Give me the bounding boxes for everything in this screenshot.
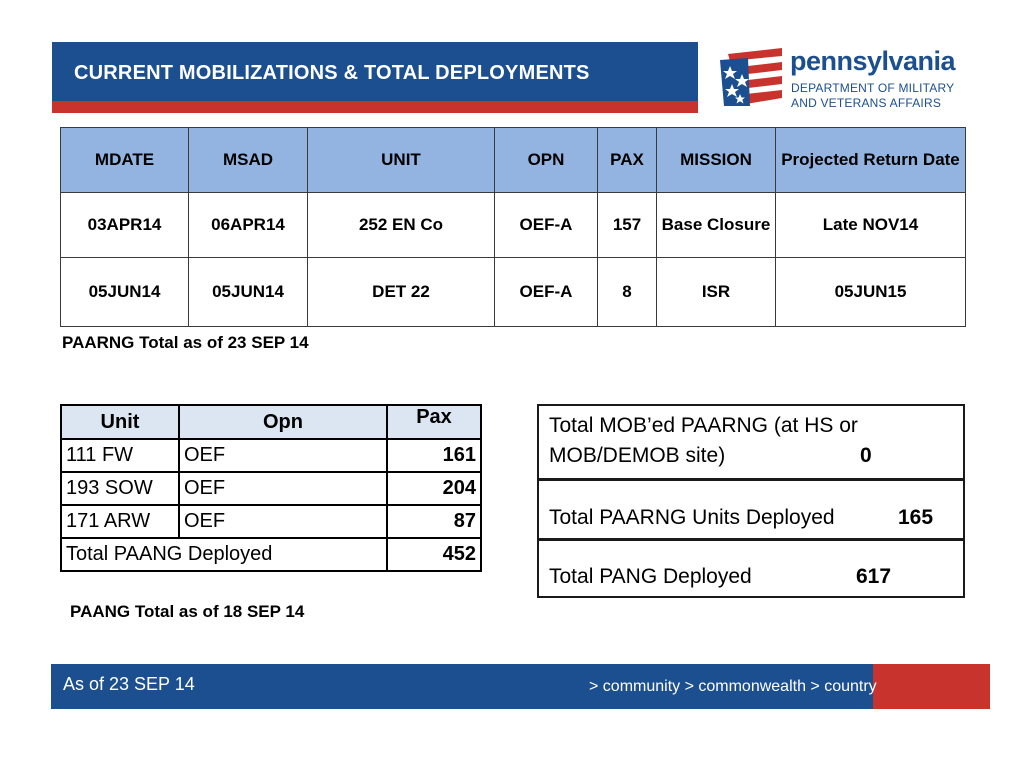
- col-pax: Pax: [387, 405, 481, 439]
- paang-table: [60, 404, 482, 572]
- cell-opn: OEF: [179, 505, 387, 538]
- cell-msad: 05JUN14: [189, 258, 308, 327]
- total-value: 452: [387, 538, 481, 571]
- table-row: [61, 258, 966, 327]
- paarng-total-note: PAARNG Total as of 23 SEP 14: [62, 333, 309, 352]
- cell-return-date: 05JUN15: [776, 258, 966, 327]
- total-label: Total PAANG Deployed: [61, 538, 387, 571]
- table-row: [61, 439, 481, 472]
- cell-pax: 204: [387, 472, 481, 505]
- col-msad: MSAD: [189, 128, 308, 193]
- footer-tagline: > community > commonwealth > country: [589, 678, 877, 695]
- col-pax: PAX: [598, 128, 657, 193]
- mobed-label-line1: Total MOB’ed PAARNG (at HS or: [549, 414, 858, 437]
- logo-brand: pennsylvania: [790, 46, 956, 76]
- summary-mobed: [539, 406, 963, 481]
- col-projected-return: Projected Return Date: [776, 128, 966, 193]
- pang-label: Total PANG Deployed: [549, 565, 752, 588]
- cell-unit: 252 EN Co: [308, 193, 495, 258]
- cell-unit: 111 FW: [61, 439, 179, 472]
- col-mdate: MDATE: [61, 128, 189, 193]
- cell-pax: 161: [387, 439, 481, 472]
- cell-pax: 8: [598, 258, 657, 327]
- title-accent-bar: [52, 101, 698, 113]
- mobilizations-table: [60, 127, 966, 327]
- cell-opn: OEF-A: [495, 258, 598, 327]
- col-mission: MISSION: [657, 128, 776, 193]
- cell-mdate: 03APR14: [61, 193, 189, 258]
- cell-opn: OEF: [179, 439, 387, 472]
- footer-bar: [51, 664, 990, 709]
- logo-line-1: DEPARTMENT OF MILITARY: [791, 81, 955, 95]
- cell-opn: OEF-A: [495, 193, 598, 258]
- cell-return-date: Late NOV14: [776, 193, 966, 258]
- mobed-value: 0: [860, 444, 872, 467]
- mobed-label-line2: MOB/DEMOB site): [549, 444, 726, 467]
- title-banner: [52, 42, 698, 98]
- cell-mission: Base Closure: [657, 193, 776, 258]
- table-row: [61, 505, 481, 538]
- summary-pang-deployed: [539, 541, 963, 598]
- cell-unit: 193 SOW: [61, 472, 179, 505]
- cell-mdate: 05JUN14: [61, 258, 189, 327]
- deployment-summary: [537, 404, 965, 598]
- paang-total-note: PAANG Total as of 18 SEP 14: [70, 602, 305, 621]
- col-opn: Opn: [179, 405, 387, 439]
- col-unit: Unit: [61, 405, 179, 439]
- pang-value: 617: [856, 565, 892, 588]
- col-opn: OPN: [495, 128, 598, 193]
- cell-pax: 157: [598, 193, 657, 258]
- cell-unit: 171 ARW: [61, 505, 179, 538]
- table-header-row: [61, 128, 966, 193]
- total-row: [61, 538, 481, 571]
- cell-unit: DET 22: [308, 258, 495, 327]
- table-row: [61, 193, 966, 258]
- col-unit: UNIT: [308, 128, 495, 193]
- summary-units-deployed: [539, 481, 963, 541]
- footer-accent: [873, 664, 990, 709]
- logo-line-2: AND VETERANS AFFAIRS: [791, 96, 942, 110]
- table-row: [61, 472, 481, 505]
- table-header-row: [61, 405, 481, 439]
- cell-mission: ISR: [657, 258, 776, 327]
- page-title: CURRENT MOBILIZATIONS & TOTAL DEPLOYMENTS: [74, 61, 590, 84]
- cell-pax: 87: [387, 505, 481, 538]
- units-value: 165: [898, 506, 934, 529]
- units-label: Total PAARNG Units Deployed: [549, 506, 835, 529]
- cell-opn: OEF: [179, 472, 387, 505]
- pa-dmva-logo: [718, 44, 988, 114]
- as-of-date: As of 23 SEP 14: [63, 674, 195, 694]
- cell-msad: 06APR14: [189, 193, 308, 258]
- star-flag-icon: [718, 44, 784, 110]
